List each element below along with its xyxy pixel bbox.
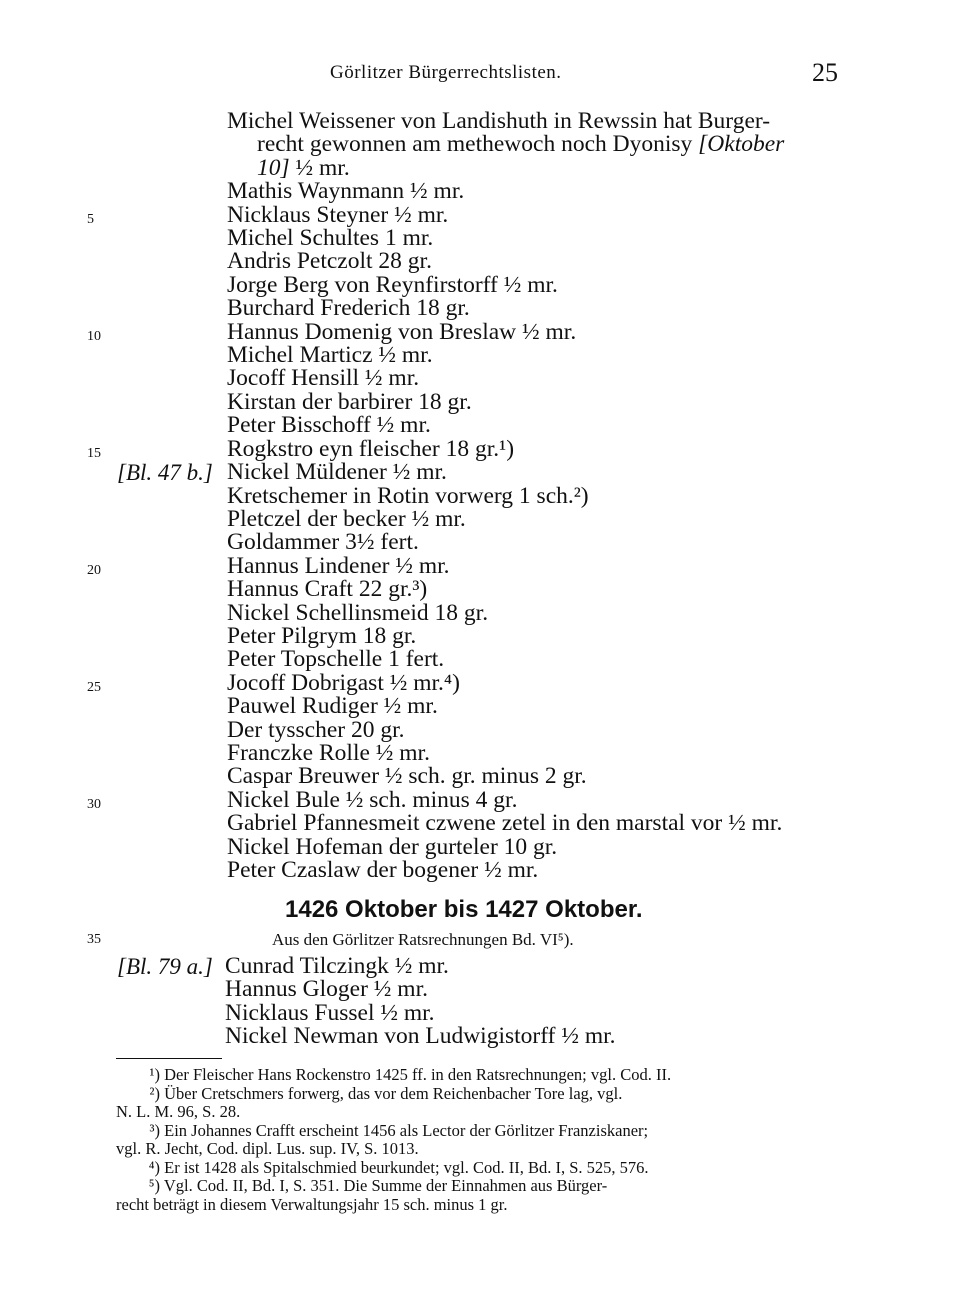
entry-text: Nickel Hofeman der gurteler 10 gr. xyxy=(227,833,558,860)
entry-text: Michel Schultes 1 mr. xyxy=(227,225,434,252)
list-item xyxy=(227,833,847,860)
line-number: 35 xyxy=(87,932,101,947)
list-item xyxy=(117,459,847,486)
folio-reference: [Bl. 79 a.] xyxy=(117,954,213,979)
section-title: 1426 Oktober bis 1427 Oktober. xyxy=(285,896,643,923)
section-subtitle: Aus den Görlitzer Ratsrechnungen Bd. VI⁵). xyxy=(272,930,574,949)
footnote xyxy=(116,1085,836,1104)
footnote-continuation: vgl. R. Jecht, Cod. dipl. Lus. sup. IV, S. 1013. xyxy=(116,1139,419,1158)
footnote-mark: ⁴) xyxy=(148,1157,160,1177)
entry-text: Nickel Newman von Ludwigistorff ½ mr. xyxy=(225,1023,616,1050)
footnote-text: Über Cretschmers forwerg, das vor dem Reichenbacher Tore lag, vgl. xyxy=(160,1083,623,1103)
page-header xyxy=(0,58,960,87)
list-item xyxy=(227,859,847,882)
entry-text: Hannus Domenig von Breslaw ½ mr. xyxy=(227,318,577,345)
list-item xyxy=(227,414,847,437)
list-item xyxy=(117,953,845,979)
footnote-text: Vgl. Cod. II, Bd. I, S. 351. Die Summe der Einnahmen aus Bürger- xyxy=(160,1176,608,1195)
entry-text: Mathis Waynmann ½ mr. xyxy=(227,178,465,205)
entry-text: Nickel Bule ½ sch. minus 4 gr. xyxy=(227,786,518,813)
entry-text: Cunrad Tilczingk ½ mr. xyxy=(225,953,449,979)
footnote-text: Er ist 1428 als Spitalschmied beurkundet; vgl. Cod. II, Bd. I, S. 525, 576. xyxy=(160,1157,649,1177)
list-item xyxy=(227,716,847,743)
list-item xyxy=(227,180,847,203)
list-item xyxy=(227,812,847,835)
footnote xyxy=(116,1122,836,1141)
line-number: 20 xyxy=(87,562,101,578)
list-item xyxy=(227,110,847,180)
footnotes xyxy=(116,1066,836,1214)
entry-text: Peter Bisschoff ½ mr. xyxy=(227,412,431,439)
list-item xyxy=(227,271,847,298)
footnote-mark: ²) xyxy=(149,1083,160,1103)
entry-text: Nicklaus Fussel ½ mr. xyxy=(225,999,435,1026)
line-number: 5 xyxy=(87,211,94,227)
list-item xyxy=(227,344,847,367)
entry-text: Kirstan der barbirer 18 gr. xyxy=(227,388,472,415)
footnote xyxy=(116,1159,836,1178)
footnote-mark: ³) xyxy=(149,1120,160,1140)
entry-text: Pauwel Rudiger ½ mr. xyxy=(227,693,438,720)
entry-text: Michel Marticz ½ mr. xyxy=(227,342,433,369)
list-item xyxy=(227,765,847,788)
line-number: 30 xyxy=(87,796,101,812)
line-number: 25 xyxy=(87,679,101,695)
page-number: 25 xyxy=(812,58,838,87)
footnote-mark: ¹) xyxy=(149,1065,160,1084)
list-item xyxy=(227,739,847,766)
entry-text: Michel Weissener von Landishuth in Rewssin hat Burger- xyxy=(227,108,771,134)
list-item xyxy=(227,250,847,273)
entry-text: Peter Topschelle 1 fert. xyxy=(227,646,445,673)
footnote xyxy=(116,1177,836,1196)
section-entry-list xyxy=(117,953,845,1050)
editorial-date: [Oktober xyxy=(698,131,785,158)
line-number: 15 xyxy=(87,445,101,461)
list-item xyxy=(227,578,847,601)
entry-text: recht gewonnen am methewoch noch Dyonisy xyxy=(257,131,699,158)
entry-list xyxy=(87,108,847,883)
footnote xyxy=(116,1066,836,1085)
entry-text: Burchard Frederich 18 gr. xyxy=(227,295,470,322)
entry-text: Nickel Müldener ½ mr. xyxy=(227,459,447,486)
entry-text: Franczke Rolle ½ mr. xyxy=(227,739,430,766)
footnote-mark: ⁵) xyxy=(148,1176,160,1195)
list-item xyxy=(225,1025,845,1048)
footnote-continuation: N. L. M. 96, S. 28. xyxy=(116,1102,241,1121)
entry-text: Kretschemer in Rotin vorwerg 1 sch.²) xyxy=(227,482,589,509)
list-item xyxy=(227,227,847,250)
entry-text: Hannus Lindener ½ mr. xyxy=(227,552,450,579)
footnote-text: Der Fleischer Hans Rockenstro 1425 ff. in den Ratsrechnungen; vgl. Cod. II. xyxy=(160,1065,672,1084)
entry-continuation xyxy=(227,133,847,156)
entry-text: Peter Czaslaw der bogener ½ mr. xyxy=(227,857,539,883)
list-item xyxy=(225,999,845,1026)
footnote-continuation: recht beträgt in diesem Verwaltungsjahr 15 sch. minus 1 gr. xyxy=(116,1194,508,1214)
list-item xyxy=(87,552,847,579)
entry-text: Nicklaus Steyner ½ mr. xyxy=(227,201,449,228)
entry-text: Peter Pilgrym 18 gr. xyxy=(227,622,417,649)
list-item xyxy=(87,669,847,696)
list-item xyxy=(87,201,847,228)
folio-reference: [Bl. 47 b.] xyxy=(117,460,213,486)
footnote-text: Ein Johannes Crafft erscheint 1456 als Lector der Görlitzer Franziskaner; xyxy=(160,1120,649,1140)
list-item xyxy=(227,622,847,649)
entry-text: Nickel Schellinsmeid 18 gr. xyxy=(227,599,489,626)
entry-text: Jocoff Dobrigast ½ mr.⁴) xyxy=(227,669,460,696)
line-number: 10 xyxy=(87,328,101,344)
list-item xyxy=(87,435,847,462)
entry-text: Der tysscher 20 gr. xyxy=(227,716,405,743)
entry-text: Jorge Berg von Reynfirstorff ½ mr. xyxy=(227,271,558,298)
list-item xyxy=(227,297,847,320)
entry-text: Gabriel Pfannesmeit czwene zetel in den marstal vor ½ mr. xyxy=(227,810,783,837)
list-item xyxy=(227,695,847,718)
editorial-date: 10] xyxy=(257,154,290,181)
list-item xyxy=(227,482,847,509)
list-item xyxy=(87,786,847,813)
list-item xyxy=(227,648,847,671)
entry-text: Andris Petczolt 28 gr. xyxy=(227,248,432,275)
list-item xyxy=(227,599,847,626)
entry-text: Goldammer 3½ fert. xyxy=(227,529,419,556)
running-title: Görlitzer Bürgerrechtslisten. xyxy=(330,62,562,83)
entry-text: Rogkstro eyn fleischer 18 gr.¹) xyxy=(227,435,515,462)
entry-text: Caspar Breuwer ½ sch. gr. minus 2 gr. xyxy=(227,763,587,790)
list-item xyxy=(227,505,847,532)
entry-text: Jocoff Hensill ½ mr. xyxy=(227,365,420,392)
list-item xyxy=(87,318,847,345)
list-item xyxy=(225,978,845,1001)
list-item xyxy=(227,367,847,390)
list-item xyxy=(227,388,847,415)
entry-text: ½ mr. xyxy=(289,154,350,181)
list-item xyxy=(227,531,847,554)
entry-continuation xyxy=(227,154,847,181)
footnote-rule xyxy=(116,1058,222,1059)
entry-text: Hannus Gloger ½ mr. xyxy=(225,976,428,1003)
entry-text: Pletczel der becker ½ mr. xyxy=(227,505,466,532)
entry-text: Hannus Craft 22 gr.³) xyxy=(227,576,428,603)
